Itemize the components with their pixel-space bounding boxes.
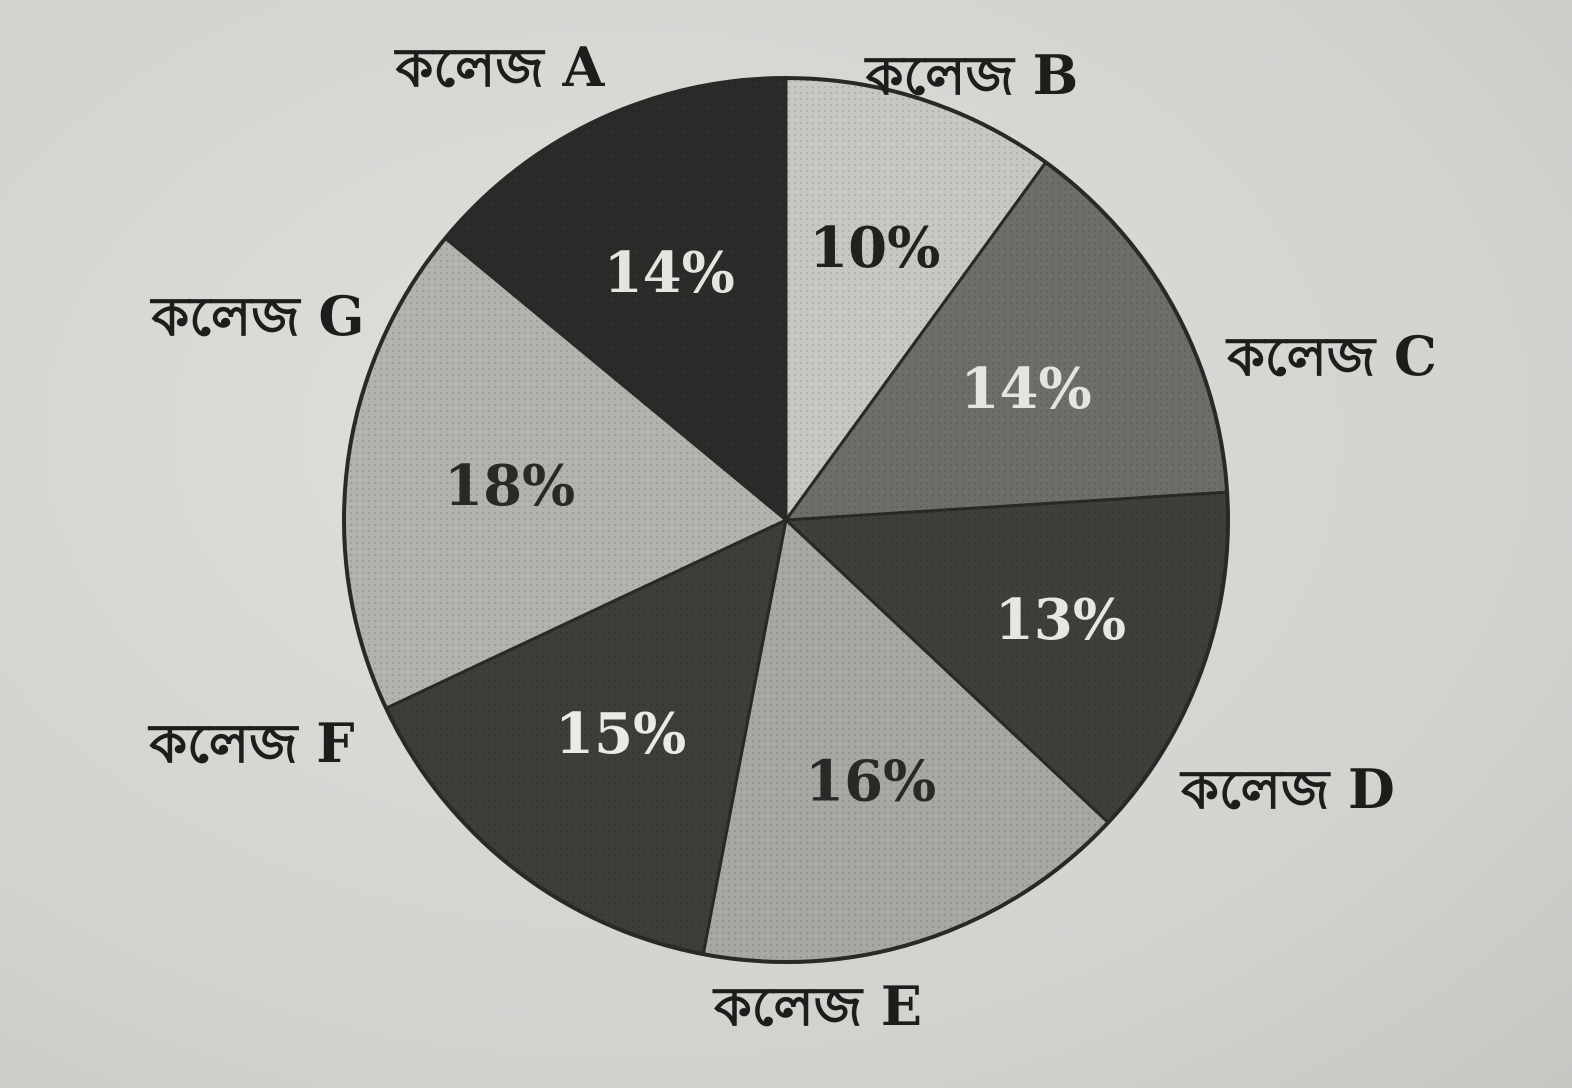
value-label-d: 16% bbox=[805, 748, 937, 815]
category-label-c: কলেজ C bbox=[1227, 324, 1437, 388]
category-label-b: কলেজ B bbox=[865, 43, 1079, 107]
category-label-e: কলেজ E bbox=[714, 974, 922, 1038]
category-label-a: কলেজ A bbox=[395, 35, 605, 99]
value-label-a: 10% bbox=[809, 214, 941, 281]
value-label-f: 18% bbox=[444, 453, 576, 520]
category-label-f: কলেজ F bbox=[149, 711, 355, 775]
value-label-b: 14% bbox=[960, 356, 1092, 422]
value-label-e: 15% bbox=[555, 701, 687, 767]
value-label-g: 14% bbox=[603, 240, 735, 306]
slice-texture bbox=[344, 78, 1228, 962]
value-label-c: 13% bbox=[994, 586, 1127, 653]
category-label-d: কলেজ D bbox=[1181, 757, 1395, 821]
category-label-g: কলেজ G bbox=[151, 284, 365, 348]
